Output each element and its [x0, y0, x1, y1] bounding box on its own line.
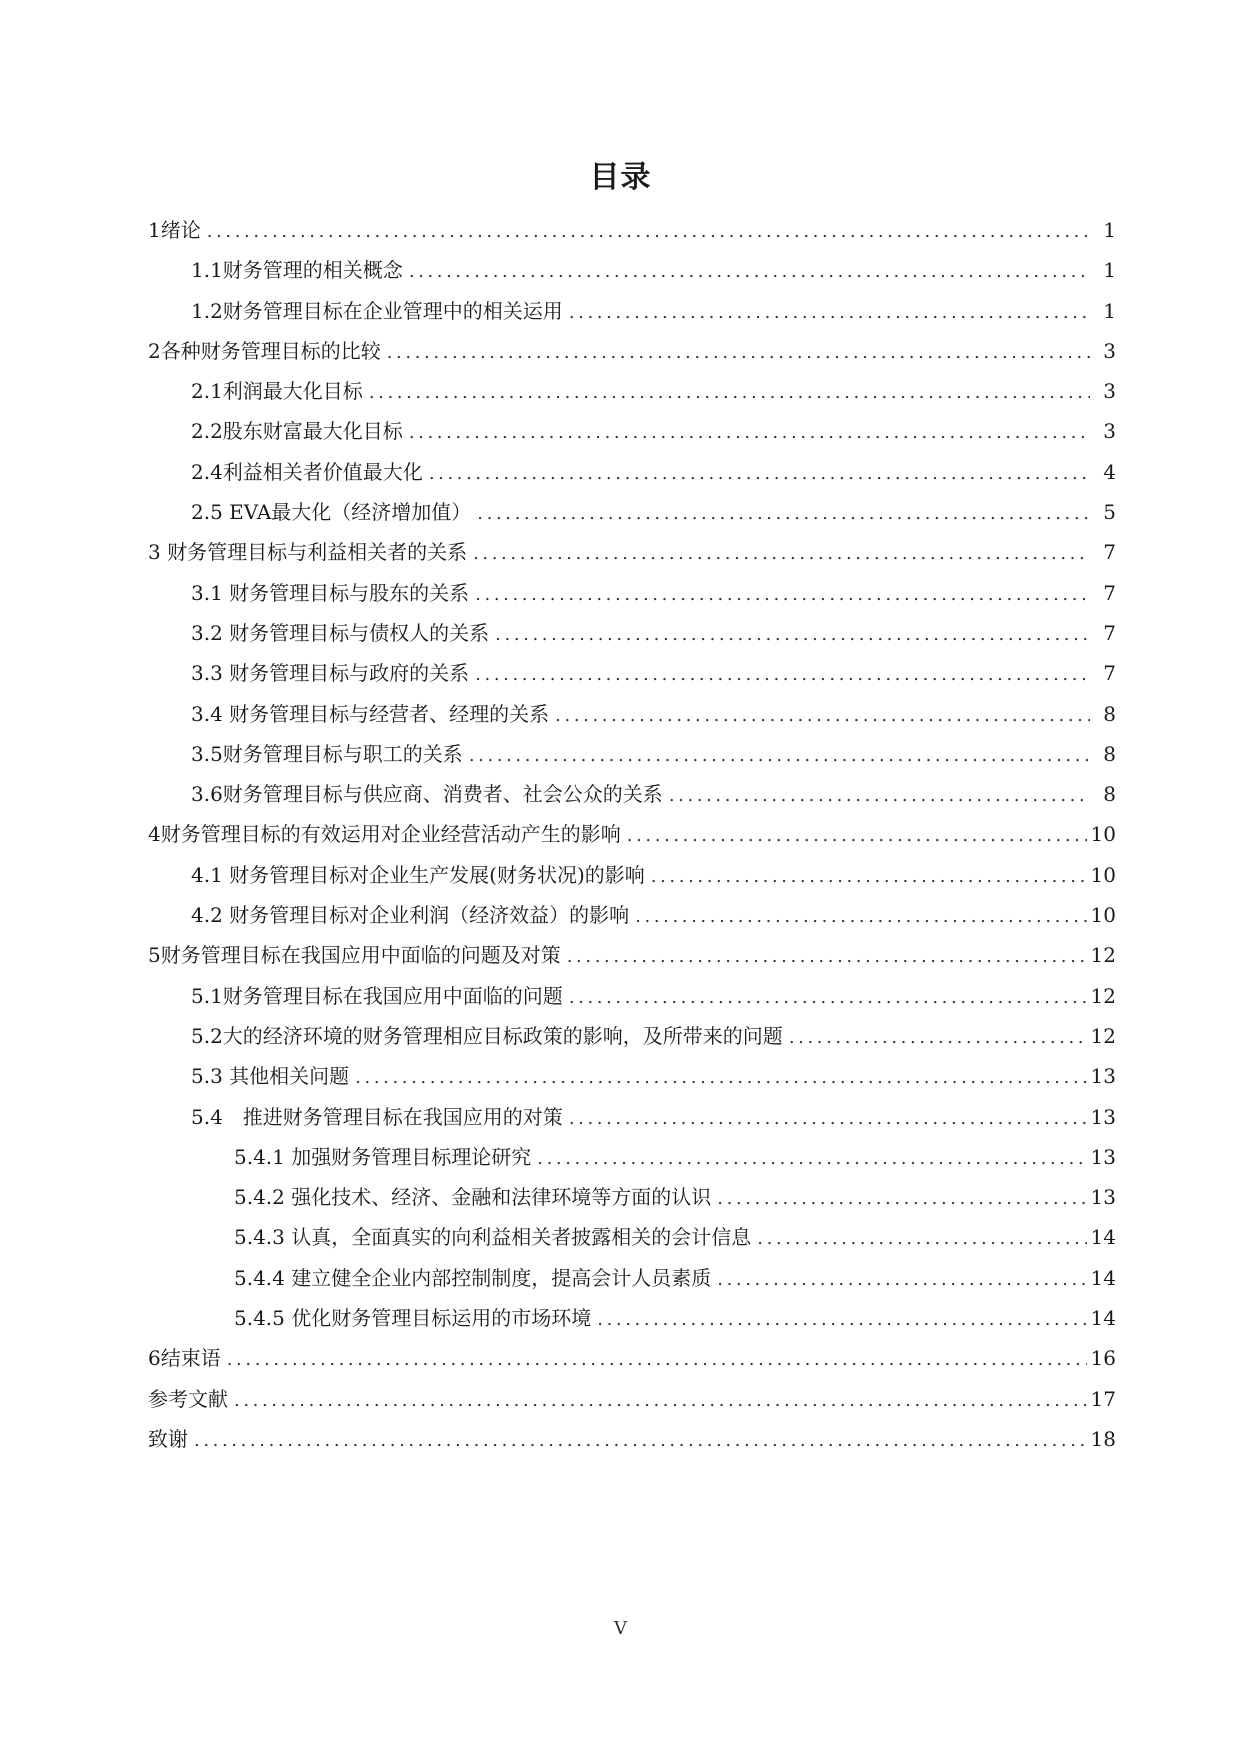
- toc-entry-page: 3: [1103, 419, 1116, 444]
- toc-entry-page: 8: [1103, 741, 1116, 766]
- toc-entry-page: 10: [1090, 903, 1116, 928]
- toc-entry-page: 1: [1103, 258, 1116, 283]
- toc-dot-leader: [387, 342, 1090, 363]
- toc-entry[interactable]: [148, 657, 1116, 697]
- toc-entry-title: 5.4.1 加强财务管理目标理论研究: [234, 1144, 532, 1169]
- toc-dot-leader: [194, 1430, 1087, 1451]
- toc-dot-leader: [429, 463, 1090, 484]
- toc-entry[interactable]: [148, 980, 1116, 1020]
- toc-entry-title: 5.4.4 建立健全企业内部控制制度，提高会计人员素质: [234, 1265, 712, 1290]
- toc-entry-title: 3 财务管理目标与利益相关者的关系: [148, 540, 468, 565]
- toc-dot-leader: [651, 866, 1087, 887]
- toc-dot-leader: [669, 785, 1090, 806]
- toc-entry[interactable]: [148, 738, 1116, 778]
- toc-entry-title: 3.1 财务管理目标与股东的关系: [191, 580, 470, 605]
- toc-entry-page: 12: [1090, 943, 1116, 968]
- toc-dot-leader: [757, 1228, 1086, 1249]
- toc-entry[interactable]: [148, 375, 1116, 415]
- toc-entry-page: 18: [1090, 1426, 1116, 1451]
- toc-dot-leader: [473, 543, 1090, 564]
- toc-entry[interactable]: [148, 899, 1116, 939]
- toc-dot-leader: [717, 1269, 1086, 1290]
- toc-entry-title: 5.4.3 认真，全面真实的向利益相关者披露相关的会计信息: [234, 1225, 752, 1250]
- toc-entry[interactable]: [148, 214, 1116, 254]
- toc-entry[interactable]: [148, 335, 1116, 375]
- toc-entry[interactable]: [148, 1101, 1116, 1141]
- toc-entry-page: 7: [1103, 540, 1116, 565]
- toc-dot-leader: [227, 1349, 1087, 1370]
- toc-dot-leader: [789, 1027, 1087, 1048]
- toc-entry-title: 5.3 其他相关问题: [191, 1064, 350, 1089]
- toc-entry[interactable]: [148, 1181, 1116, 1221]
- toc-dot-leader: [597, 1309, 1086, 1330]
- toc-entry-page: 1: [1103, 298, 1116, 323]
- toc-entry-title: 4财务管理目标的有效运用对企业经营活动产生的影响: [148, 822, 621, 847]
- toc-entry-title: 1.1财务管理的相关概念: [191, 258, 403, 283]
- toc-dot-leader: [495, 624, 1090, 645]
- toc-dot-leader: [475, 584, 1090, 605]
- toc-entry-page: 10: [1090, 822, 1116, 847]
- toc-dot-leader: [409, 422, 1090, 443]
- toc-dot-leader: [569, 302, 1090, 323]
- toc-entry-title: 2.4利益相关者价值最大化: [191, 459, 423, 484]
- toc-entry-title: 2.5 EVA最大化（经济增加值）: [191, 500, 472, 525]
- toc-entry-title: 5.4 推进财务管理目标在我国应用的对策: [191, 1104, 563, 1129]
- toc-entry-page: 13: [1090, 1144, 1116, 1169]
- toc-entry-page: 14: [1090, 1225, 1116, 1250]
- toc-dot-leader: [569, 1108, 1087, 1129]
- toc-entry-title: 5.2大的经济环境的财务管理相应目标政策的影响，及所带来的问题: [191, 1023, 783, 1048]
- toc-entry[interactable]: [148, 254, 1116, 294]
- toc-entry-page: 7: [1103, 620, 1116, 645]
- toc-dot-leader: [567, 946, 1087, 967]
- toc-entry-title: 3.4 财务管理目标与经营者、经理的关系: [191, 701, 550, 726]
- toc-entry-page: 8: [1103, 701, 1116, 726]
- toc-entry[interactable]: [148, 1423, 1116, 1463]
- toc-entry[interactable]: [148, 536, 1116, 576]
- toc-entry-title: 3.2 财务管理目标与债权人的关系: [191, 620, 490, 645]
- page-number: V: [614, 1618, 627, 1639]
- toc-entry-title: 4.2 财务管理目标对企业利润（经济效益）的影响: [191, 903, 630, 928]
- toc-entry-title: 参考文献: [148, 1386, 228, 1411]
- toc-entry[interactable]: [148, 1383, 1116, 1423]
- toc-entry-title: 3.3 财务管理目标与政府的关系: [191, 661, 470, 686]
- toc-entry-page: 10: [1090, 862, 1116, 887]
- toc-entry-page: 14: [1090, 1265, 1116, 1290]
- toc-dot-leader: [355, 1067, 1086, 1088]
- toc-entry-page: 12: [1090, 1023, 1116, 1048]
- toc-entry[interactable]: [148, 859, 1116, 899]
- toc-entry-page: 13: [1090, 1104, 1116, 1129]
- toc-entry-page: 7: [1103, 580, 1116, 605]
- toc-dot-leader: [717, 1188, 1086, 1209]
- toc-entry-title: 1.2财务管理目标在企业管理中的相关运用: [191, 298, 563, 323]
- toc-entry-page: 5: [1103, 500, 1116, 525]
- toc-entry[interactable]: [148, 778, 1116, 818]
- toc-entry-page: 8: [1103, 782, 1116, 807]
- toc-entry-page: 13: [1090, 1185, 1116, 1210]
- page-title: 目录: [589, 160, 652, 195]
- toc-entry-page: 13: [1090, 1064, 1116, 1089]
- toc-entry-page: 1: [1103, 218, 1116, 242]
- toc-entry[interactable]: [148, 1342, 1116, 1382]
- toc-entry-title: 2.1利润最大化目标: [191, 379, 363, 404]
- toc-dot-leader: [234, 1390, 1087, 1411]
- toc-entry[interactable]: [148, 1262, 1116, 1302]
- toc-entry-page: 12: [1090, 983, 1116, 1008]
- toc-entry-title: 5.1财务管理目标在我国应用中面临的问题: [191, 983, 563, 1008]
- toc-entry[interactable]: [148, 1020, 1116, 1060]
- toc-dot-leader: [627, 825, 1087, 846]
- toc-entry-title: 6结束语: [148, 1346, 221, 1371]
- toc-dot-leader: [475, 664, 1090, 685]
- toc-dot-leader: [369, 382, 1090, 403]
- toc-entry-page: 16: [1090, 1346, 1116, 1371]
- toc-dot-leader: [409, 261, 1090, 282]
- toc-entry-title: 5财务管理目标在我国应用中面临的问题及对策: [148, 943, 561, 968]
- toc-entry-title: 3.6财务管理目标与供应商、消费者、社会公众的关系: [191, 782, 663, 807]
- toc-entry-title: 2各种财务管理目标的比较: [148, 338, 381, 363]
- toc-entry-title: 2.2股东财富最大化目标: [191, 419, 403, 444]
- toc-dot-leader: [569, 987, 1087, 1008]
- toc-entry[interactable]: [148, 1302, 1116, 1342]
- toc-entry[interactable]: [148, 496, 1116, 536]
- toc-entry[interactable]: [148, 818, 1116, 858]
- toc-entry-title: 3.5财务管理目标与职工的关系: [191, 741, 463, 766]
- toc-entry[interactable]: [148, 1221, 1116, 1261]
- toc-dot-leader: [635, 906, 1086, 927]
- toc-entry-page: 7: [1103, 661, 1116, 686]
- toc-entry[interactable]: [148, 698, 1116, 738]
- toc-entry-title: 5.4.5 优化财务管理目标运用的市场环境: [234, 1306, 592, 1331]
- toc-entry-title: 5.4.2 强化技术、经济、金融和法律环境等方面的认识: [234, 1185, 712, 1210]
- toc-entry-page: 14: [1090, 1306, 1116, 1331]
- toc-entry[interactable]: [148, 939, 1116, 979]
- toc-entry-page: 17: [1090, 1386, 1116, 1411]
- table-of-contents: [148, 214, 1116, 1463]
- toc-entry[interactable]: [148, 295, 1116, 335]
- toc-entry-title: 1绪论: [148, 218, 201, 242]
- toc-dot-leader: [555, 705, 1090, 726]
- toc-dot-leader: [207, 221, 1090, 242]
- toc-entry-title: 4.1 财务管理目标对企业生产发展(财务状况)的影响: [191, 862, 645, 887]
- toc-entry-page: 3: [1103, 338, 1116, 363]
- toc-entry[interactable]: [148, 456, 1116, 496]
- toc-entry-title: 致谢: [148, 1426, 188, 1451]
- toc-entry[interactable]: [148, 1141, 1116, 1181]
- toc-dot-leader: [477, 503, 1090, 524]
- toc-entry[interactable]: [148, 577, 1116, 617]
- toc-entry-page: 3: [1103, 379, 1116, 404]
- toc-entry[interactable]: [148, 415, 1116, 455]
- toc-dot-leader: [537, 1148, 1086, 1169]
- toc-entry[interactable]: [148, 1060, 1116, 1100]
- toc-entry-page: 4: [1103, 459, 1116, 484]
- toc-dot-leader: [469, 745, 1090, 766]
- toc-entry[interactable]: [148, 617, 1116, 657]
